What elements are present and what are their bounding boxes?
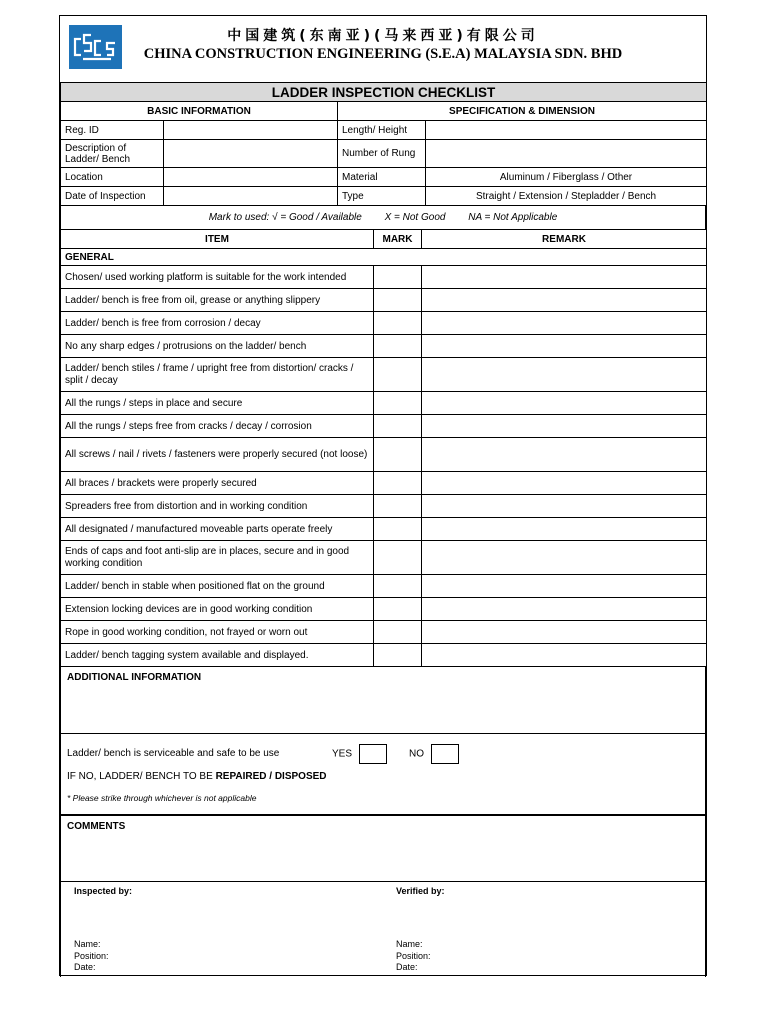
reg-id-label: Reg. ID bbox=[61, 121, 164, 140]
additional-info-section[interactable] bbox=[60, 667, 706, 734]
table-row bbox=[61, 312, 707, 335]
if-no-prefix: IF NO, LADDER/ BENCH TO BE bbox=[67, 771, 213, 782]
verifier-name-label: Name: bbox=[396, 939, 423, 949]
remark-cell[interactable] bbox=[422, 518, 707, 541]
mark-cell[interactable] bbox=[374, 266, 422, 289]
remark-cell[interactable] bbox=[422, 438, 707, 472]
mark-cell[interactable] bbox=[374, 392, 422, 415]
mark-cell[interactable] bbox=[374, 415, 422, 438]
no-option bbox=[409, 744, 459, 764]
mark-cell[interactable] bbox=[374, 518, 422, 541]
table-row bbox=[61, 438, 707, 472]
if-no-action: REPAIRED / DISPOSED bbox=[215, 771, 327, 782]
mark-column-header: MARK bbox=[374, 230, 422, 249]
table-row bbox=[61, 289, 707, 312]
verifier-date-label: Date: bbox=[396, 962, 418, 972]
yes-checkbox[interactable] bbox=[359, 744, 387, 764]
table-row bbox=[61, 495, 707, 518]
mark-legend-cell bbox=[61, 206, 706, 230]
signoff-section bbox=[60, 882, 706, 977]
no-checkbox[interactable] bbox=[431, 744, 459, 764]
item-text: Ladder/ bench is free from oil, grease or anything slippery bbox=[61, 289, 374, 312]
remark-cell[interactable] bbox=[422, 335, 707, 358]
table-row bbox=[61, 335, 707, 358]
mark-cell[interactable] bbox=[374, 472, 422, 495]
table-row bbox=[61, 598, 707, 621]
serviceable-question: Ladder/ bench is serviceable and safe to be use bbox=[67, 748, 280, 759]
remark-cell[interactable] bbox=[422, 472, 707, 495]
table-row bbox=[61, 518, 707, 541]
inspector-name-label: Name: bbox=[74, 939, 101, 949]
table-row bbox=[61, 644, 707, 667]
mark-cell[interactable] bbox=[374, 312, 422, 335]
serviceability-section bbox=[60, 734, 706, 815]
legend-not-applicable: NA = Not Applicable bbox=[468, 212, 558, 223]
additional-info-title: ADDITIONAL INFORMATION bbox=[67, 672, 202, 683]
remark-cell[interactable] bbox=[422, 495, 707, 518]
company-name-english: CHINA CONSTRUCTION ENGINEERING (S.E.A) MALAYSIA SDN. BHD bbox=[143, 46, 623, 62]
mark-cell[interactable] bbox=[374, 335, 422, 358]
reg-id-field[interactable] bbox=[164, 121, 338, 140]
mark-cell[interactable] bbox=[374, 495, 422, 518]
remark-cell[interactable] bbox=[422, 358, 707, 392]
inspector-details[interactable] bbox=[74, 939, 109, 974]
remark-cell[interactable] bbox=[422, 266, 707, 289]
remark-cell[interactable] bbox=[422, 598, 707, 621]
material-options[interactable]: Aluminum / Fiberglass / Other bbox=[426, 168, 707, 187]
length-height-label: Length/ Height bbox=[338, 121, 426, 140]
if-no-instruction bbox=[67, 771, 327, 782]
verifier-position-label: Position: bbox=[396, 950, 431, 961]
type-options[interactable]: Straight / Extension / Stepladder / Bench bbox=[426, 187, 707, 206]
legend-not-good: X = Not Good bbox=[384, 212, 446, 223]
mark-legend bbox=[60, 206, 706, 230]
material-label: Material bbox=[338, 168, 426, 187]
remark-cell[interactable] bbox=[422, 289, 707, 312]
item-text: All screws / nail / rivets / fasteners were properly secured (not loose) bbox=[61, 438, 374, 472]
mark-cell[interactable] bbox=[374, 644, 422, 667]
item-text: Spreaders free from distortion and in working condition bbox=[61, 495, 374, 518]
checklist-title: LADDER INSPECTION CHECKLIST bbox=[61, 83, 707, 102]
mark-cell[interactable] bbox=[374, 438, 422, 472]
remark-cell[interactable] bbox=[422, 312, 707, 335]
company-name-chinese: 中国建筑(东南亚)(马来西亚)有限公司 bbox=[227, 28, 539, 44]
basic-info-table bbox=[60, 83, 707, 206]
mark-cell[interactable] bbox=[374, 541, 422, 575]
mark-cell[interactable] bbox=[374, 289, 422, 312]
mark-cell[interactable] bbox=[374, 598, 422, 621]
description-field[interactable] bbox=[164, 140, 338, 168]
comments-section[interactable] bbox=[60, 815, 706, 882]
item-text: Chosen/ used working platform is suitable for the work intended bbox=[61, 266, 374, 289]
date-of-inspection-field[interactable] bbox=[164, 187, 338, 206]
remark-cell[interactable] bbox=[422, 621, 707, 644]
no-label: NO bbox=[409, 748, 424, 760]
remark-cell[interactable] bbox=[422, 392, 707, 415]
item-text: Ladder/ bench in stable when positioned flat on the ground bbox=[61, 575, 374, 598]
inspector-position-label: Position: bbox=[74, 950, 109, 961]
checklist-table bbox=[60, 230, 707, 667]
item-text: Extension locking devices are in good working condition bbox=[61, 598, 374, 621]
table-row bbox=[61, 541, 707, 575]
description-label: Description of Ladder/ Bench bbox=[61, 140, 164, 168]
location-label: Location bbox=[61, 168, 164, 187]
item-text: No any sharp edges / protrusions on the ladder/ bench bbox=[61, 335, 374, 358]
remark-cell[interactable] bbox=[422, 415, 707, 438]
item-column-header: ITEM bbox=[61, 230, 374, 249]
table-row bbox=[61, 266, 707, 289]
yes-label: YES bbox=[332, 748, 353, 760]
basic-info-header: BASIC INFORMATION bbox=[61, 102, 338, 121]
item-text: Rope in good working condition, not frayed or worn out bbox=[61, 621, 374, 644]
length-height-field[interactable] bbox=[426, 121, 707, 140]
item-text: Ladder/ bench is free from corrosion / decay bbox=[61, 312, 374, 335]
inspector-date-label: Date: bbox=[74, 962, 96, 972]
mark-cell[interactable] bbox=[374, 575, 422, 598]
item-text: All the rungs / steps free from cracks / decay / corrosion bbox=[61, 415, 374, 438]
remark-column-header: REMARK bbox=[422, 230, 707, 249]
table-row bbox=[61, 358, 707, 392]
inspected-by-label: Inspected by: bbox=[74, 886, 133, 896]
table-row bbox=[61, 575, 707, 598]
verifier-details[interactable] bbox=[396, 939, 431, 974]
comments-title: COMMENTS bbox=[67, 821, 126, 832]
item-text: Ladder/ bench tagging system available and displayed. bbox=[61, 644, 374, 667]
mark-cell[interactable] bbox=[374, 358, 422, 392]
table-row bbox=[61, 472, 707, 495]
remark-cell[interactable] bbox=[422, 575, 707, 598]
date-of-inspection-label: Date of Inspection bbox=[61, 187, 164, 206]
type-label: Type bbox=[338, 187, 426, 206]
verified-by-label: Verified by: bbox=[396, 886, 445, 896]
table-row bbox=[61, 392, 707, 415]
mark-cell[interactable] bbox=[374, 621, 422, 644]
yes-option bbox=[332, 744, 387, 764]
spec-dimension-header: SPECIFICATION & DIMENSION bbox=[338, 102, 707, 121]
item-text: All designated / manufactured moveable parts operate freely bbox=[61, 518, 374, 541]
number-of-rung-field[interactable] bbox=[426, 140, 707, 168]
item-text: All braces / brackets were properly secured bbox=[61, 472, 374, 495]
general-section-label: GENERAL bbox=[61, 249, 707, 266]
remark-cell[interactable] bbox=[422, 644, 707, 667]
item-text: All the rungs / steps in place and secure bbox=[61, 392, 374, 415]
legend-good: Mark to used: √ = Good / Available bbox=[208, 212, 362, 223]
item-text: Ends of caps and foot anti-slip are in places, secure and in good working condition bbox=[61, 541, 374, 575]
table-row bbox=[61, 621, 707, 644]
location-field[interactable] bbox=[164, 168, 338, 187]
company-header bbox=[60, 16, 706, 83]
table-row bbox=[61, 415, 707, 438]
checklist-form bbox=[59, 15, 707, 976]
strike-through-note: * Please strike through whichever is not applicable bbox=[67, 793, 257, 803]
number-of-rung-label: Number of Rung bbox=[338, 140, 426, 168]
remark-cell[interactable] bbox=[422, 541, 707, 575]
item-text: Ladder/ bench stiles / frame / upright free from distortion/ cracks / split / decay bbox=[61, 358, 374, 392]
